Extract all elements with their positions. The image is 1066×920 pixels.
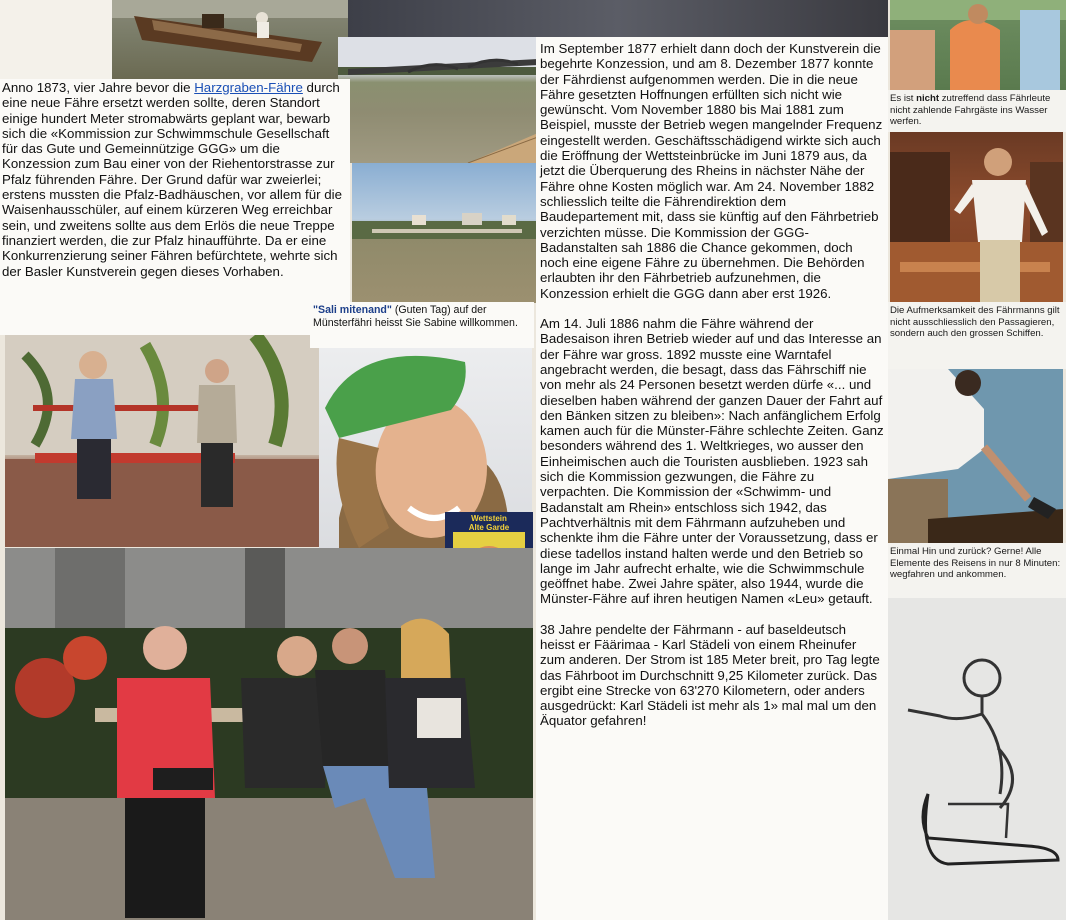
caption-sali-bold: "Sali mitenand" [313,304,392,316]
caption-right-3: Einmal Hin und zurück? Gerne! Alle Elemente des Reisens in nur 8 Minuten: wegfahren und ankommen. [888,543,1066,598]
drawing-sitting-figure [888,598,1066,920]
caption-sali-mitenand [310,302,534,348]
intro-text-rest: durch eine neue Fähre ersetzt werden sollte, deren Standort einige hundert Meter stromabwärts geplant war, bewarb sich die «Kommission zur Schwimmschule Gesellschaft für das Gute und Gemeinnützige GGG» um die Konzession zum Bau einer von der Riehentorstrasse zur Pfalz führenden Fähre. Der Grund dafür war zweierlei; erstens mussten die Pfalz-Badhäuschen, vor allem für die Waisenhausschüler, auf einem kürzeren Weg erreichbar sein, und zweitens sollte aus dem Erlös die neue Treppe finanziert werden, die zur Pfalz hinaufführte. Da er eine Konkurrenzierung seiner Fähren befürchtete, wehrte sich der Basler Kunstverein gegen dieses Vorhaben. [2,80,342,279]
photo-people-top-right [890,0,1066,90]
photo-two-men-bench [5,335,319,547]
caption-sali-rest: (Guten Tag) auf der Münsterfähri heisst Sie Sabine willkommen. [313,304,518,329]
photo-ferryman-standing [890,132,1063,302]
photo-ferryman-rudder [888,369,1063,543]
caption-right-1 [888,90,1066,132]
corner-blank [0,0,112,82]
dark-strip-top [348,0,888,37]
photo-group-bench-night [5,548,533,920]
caption-right-1-bold: nicht [916,93,940,104]
badge-top-text: Wettstein Alte Garde [468,514,510,532]
photo-ferry-boat [112,0,348,79]
main-paragraph-2: Am 14. Juli 1886 nahm die Fähre während der Badesaison ihren Betrieb wieder auf und das Interesse an der Fähre war gross. 1892 musste eine Warntafel angebracht werden, die besagt, dass das Fährschiff nie von mehr als 24 Personen besetzt werden dürfe «... und dieselben haben während der ganzen Dauer der Fahrt auf den Bänken sitzen zu bleiben»: Nach anfänglichem Erfolg kamen auch für die Münster-Fähre schlechte Zeiten. Ganz besonders während des 1. Weltkrieges, wo ausser den Einheimischen auch die Touristen ausblieben. 1923 sah sich die Kommission gezwungen, die Fähre zu verpachten. Die Kommission der «Schwimm- und Badanstalt am Rhein» entschloss sich 1942, das Pachtverhältnis mit dem Fährmann aufzuheben und schenkte ihm die Fähre unter der Voraussetzung, dass er diese tadellos instand halten werde und den Betrieb so lange im Jahr aufrecht erhalte, wie die Schwimmschule geöffnet habe. Zwei Jahre später, also 1944, wurde die Münster-Fähre auf ihren heutigen Namen «Leu» getauft. [540,316,884,607]
caption-right-2: Die Aufmerksamkeit des Fährmanns gilt nicht ausschliesslich den Passagieren, sondern auch den grossen Schiffen. [888,302,1066,369]
main-text-column [536,37,888,920]
photo-river-bridge [338,37,538,163]
main-paragraph-1: Im September 1877 erhielt dann doch der Kunstverein die begehrte Konzession, und am 8. Dezember 1877 konnte der Fährdienst aufgenommen werden. Die in die neue Fähre gesetzten Hoffnungen erfüllten sich nicht wie gewünscht. Vom November 1880 bis Mai 1881 zum Beispiel, musste der Betrieb wegen mangelnder Frequenz eingestellt werden. Geschäftsschädigend wirkte sich auch die Eröffnung der Wettsteinbrücke im Juni 1879 aus, da jetzt die Überquerung des Rheins in nächster Nähe der Fähre ohne Kosten möglich war. Am 24. November 1882 schliesslich teilte die Fährendirektion dem Baudepartement mit, dass sie künftig auf den Fährbetrieb verzichten müsse. Die Kommission der GGG-Badanstalten sah 1886 die Chance gekommen, doch noch eine eigene Fähre zu übernehmen. Die Behörden erlaubten ihr den Fährbetrieb aufzunehmen, die Konzession erhielt die GGG dann aber erst 1926. [540,41,883,301]
photo-river-bank [352,163,538,303]
caption-right-1-post: zutreffend dass Fährleute nicht zahlende Fahrgäste ins Wasser werfen. [890,93,1051,127]
intro-text-start: Anno 1873, vier Jahre bevor die [2,80,195,95]
intro-paragraph [0,79,350,335]
main-paragraph-3: 38 Jahre pendelte der Fährmann - auf baseldeutsch heisst er Fäärimaa - Karl Städeli von einem Rheinufer zum anderen. Der Strom ist 185 Meter breit, pro Tag legte das Fährboot im Durchschnitt 9,25 Kilometer zurück. Das ergibt eine Strecke von 63'270 Kilometern, oder anders ausgedrückt: Karl Städeli ist mehr als 1» mal mal um den Äquator gefahren! [540,621,880,729]
caption-right-1-pre: Es ist [890,93,917,104]
harzgraben-link[interactable]: Harzgraben-Fähre [194,80,303,95]
